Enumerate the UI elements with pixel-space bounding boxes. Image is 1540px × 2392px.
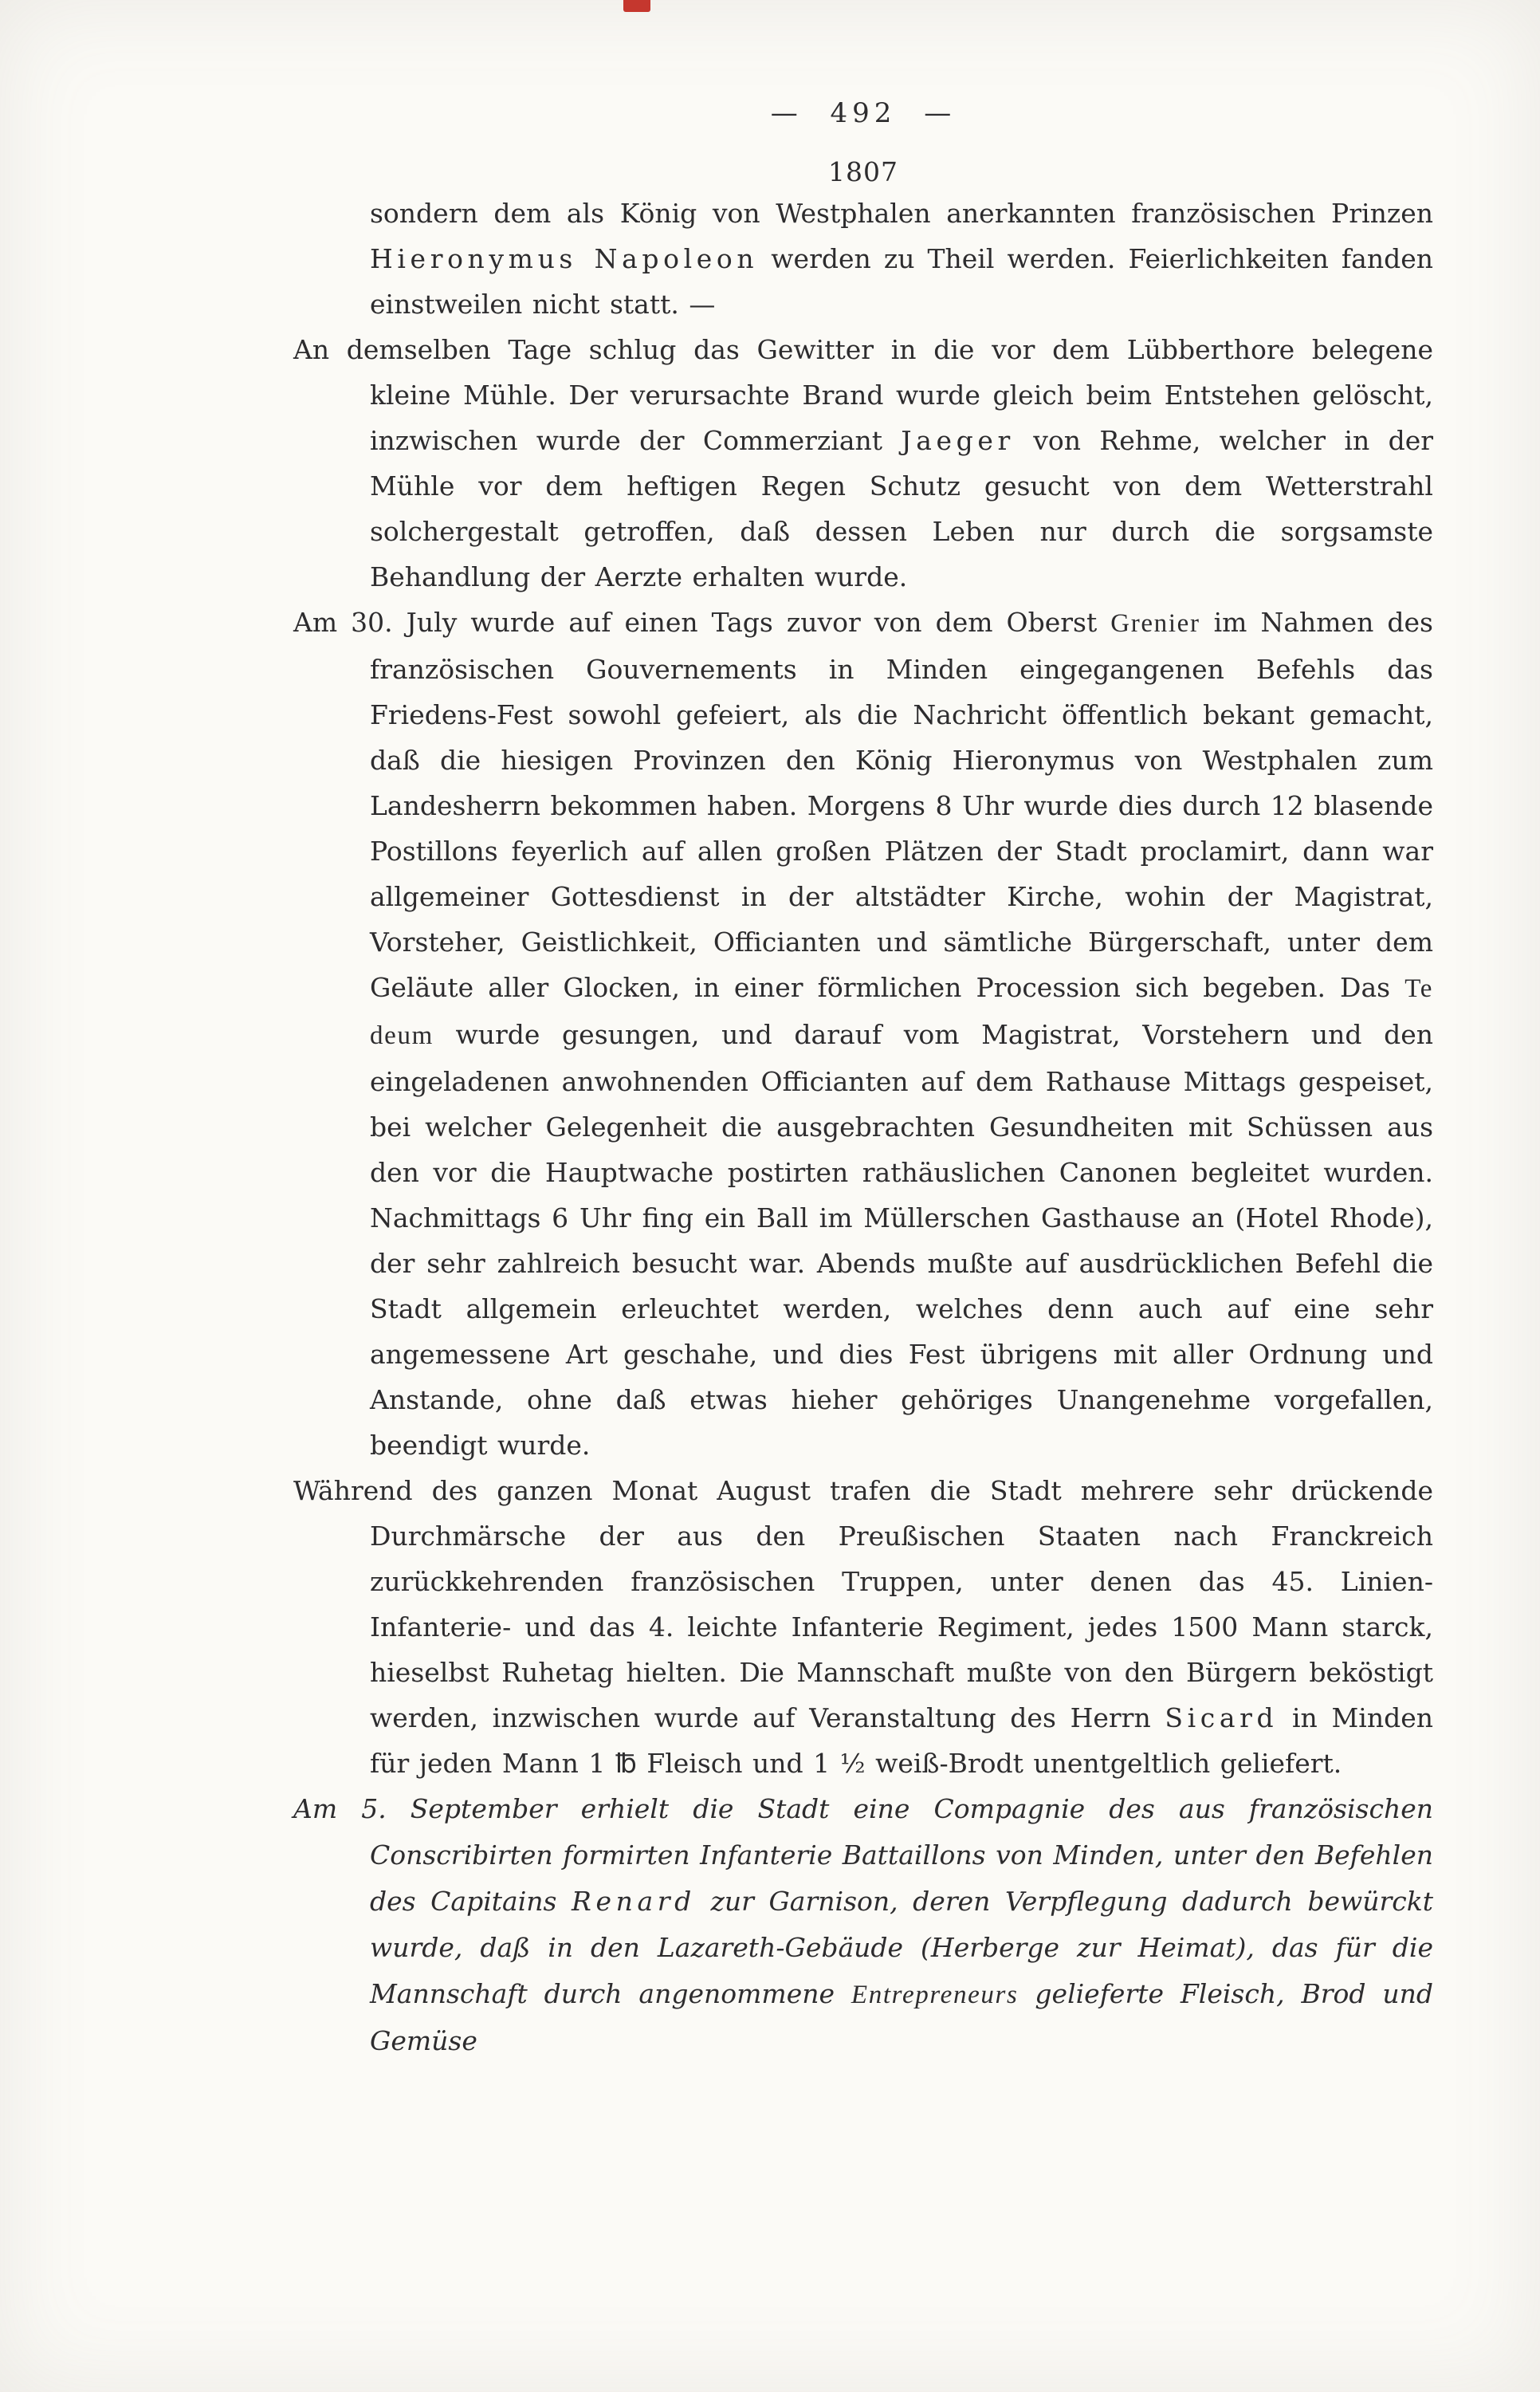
- date-marker: Am 5.: [293, 1793, 411, 1824]
- date-marker: Während: [293, 1475, 432, 1506]
- antiqua-text: Entrepreneurs: [851, 1981, 1019, 2009]
- antiqua-text: Grenier: [1110, 609, 1200, 638]
- text-column: [293, 97, 1433, 2064]
- chronicle-text: [293, 191, 1433, 2064]
- text-segment: demselben Tage schlug das Gewitter in die vor dem Lübberthore belegene kleine Mühle. Der verursachte Brand wurde gleich beim Entstehen gelöscht, inzwischen wurde der Commerziant: [346, 334, 1433, 456]
- text-segment: July wurde auf einen Tags zuvor von dem Oberst: [406, 607, 1111, 638]
- text-segment: des ganzen Monat August trafen die Stadt mehrere sehr drückende Durchmärsche der aus den Preußischen Staaten nach Franckreich zurückkehrenden französischen Truppen, unter denen das 45. Linien-Infanterie- und das 4. leichte Infanterie Regiment, jedes 1500 Mann starck, hieselbst Ruhetag hielten. Die Mannschaft mußte von den Bürgern beköstigt werden, inzwischen wurde auf Veranstaltung des Herrn: [370, 1475, 1433, 1733]
- date-marker: Am 30.: [293, 607, 407, 638]
- paragraph: [293, 1786, 1433, 2064]
- date-marker: An: [293, 334, 347, 365]
- paragraph: [293, 1468, 1434, 1786]
- scan-artifact-red-mark: [623, 0, 650, 12]
- person-name: Hieronymus Napoleon: [370, 243, 759, 274]
- text-segment: zur Garnison, deren Verpflegung dadurch bewürckt wurde, daß in den Lazareth-Gebäude (Herberge zur Heimat), das für die Mannschaft durch angenommene: [370, 1886, 1433, 2009]
- text-segment: sondern dem als König von Westphalen anerkannten französischen Prinzen: [370, 198, 1433, 229]
- person-name: Renard: [572, 1886, 696, 1917]
- text-segment: wurde gesungen, und darauf vom Magistrat, Vorstehern und den eingeladenen anwohnenden Officianten auf dem Rathause Mittags gespeiset, bei welcher Gelegenheit die ausgebrachten Gesundheiten mit Schüssen aus den vor die Hauptwache postirten rathäuslichen Canonen begleitet wurden. Nachmittags 6 Uhr fing ein Ball im Müllerschen Gasthause an (Hotel Rhode), der sehr zahlreich besucht war. Abends mußte auf ausdrücklichen Befehl die Stadt allgemein erleuchtet werden, welches denn auch auf eine sehr angemessene Art geschahe, und dies Fest übrigens mit aller Ordnung und Anstande, ohne daß etwas hieher gehöriges Unangenehme vorgefallen, beendigt wurde.: [370, 1019, 1433, 1461]
- paragraph: [293, 600, 1433, 1468]
- year-heading: 1807: [828, 156, 898, 187]
- page-number: — 492 —: [770, 97, 957, 129]
- person-name: Sicard: [1165, 1702, 1279, 1733]
- paragraph: [293, 327, 1433, 600]
- text-segment: gelieferte Fleisch, Brod und Gemüse: [370, 1978, 1433, 2056]
- text-segment: im Nahmen des französischen Gouvernements in Minden eingegangenen Befehls das Friedens-Fest sowohl gefeiert, als die Nachricht öffentlich bekant gemacht, daß die hiesigen Provinzen den König Hieronymus von Westphalen zum Landesherrn bekommen haben. Morgens 8 Uhr wurde dies durch 12 blasende Postillons feyerlich auf allen großen Plätzen der Stadt proclamirt, dann war allgemeiner Gottesdienst in der altstädter Kirche, wohin der Magistrat, Vorsteher, Geistlichkeit, Officianten und sämtliche Bürgerschaft, unter dem Geläute aller Glocken, in einer förmlichen Procession sich begeben. Das: [370, 607, 1433, 1003]
- text-segment: von Rehme, welcher in der Mühle vor dem heftigen Regen Schutz gesucht von dem Wetterstrahl solchergestalt getroffen, daß dessen Leben nur durch die sorgsamste Behandlung der Aerzte erhalten wurde.: [370, 425, 1433, 592]
- antiqua-text: Te deum: [370, 974, 1433, 1050]
- paragraph: [370, 191, 1433, 327]
- text-segment: September erhielt die Stadt eine Compagnie des aus französischen Conscribirten formirten Infanterie Battaillons von Minden, unter den Befehlen des Capitains: [370, 1793, 1433, 1917]
- text-segment: werden zu Theil werden. Feierlichkeiten fanden einstweilen nicht statt. —: [370, 243, 1433, 320]
- text-segment: in Minden für jeden Mann 1 ℔ Fleisch und 1 ½ weiß-Brodt unentgeltlich geliefert.: [370, 1702, 1434, 1779]
- person-name: Jaeger: [901, 425, 1015, 456]
